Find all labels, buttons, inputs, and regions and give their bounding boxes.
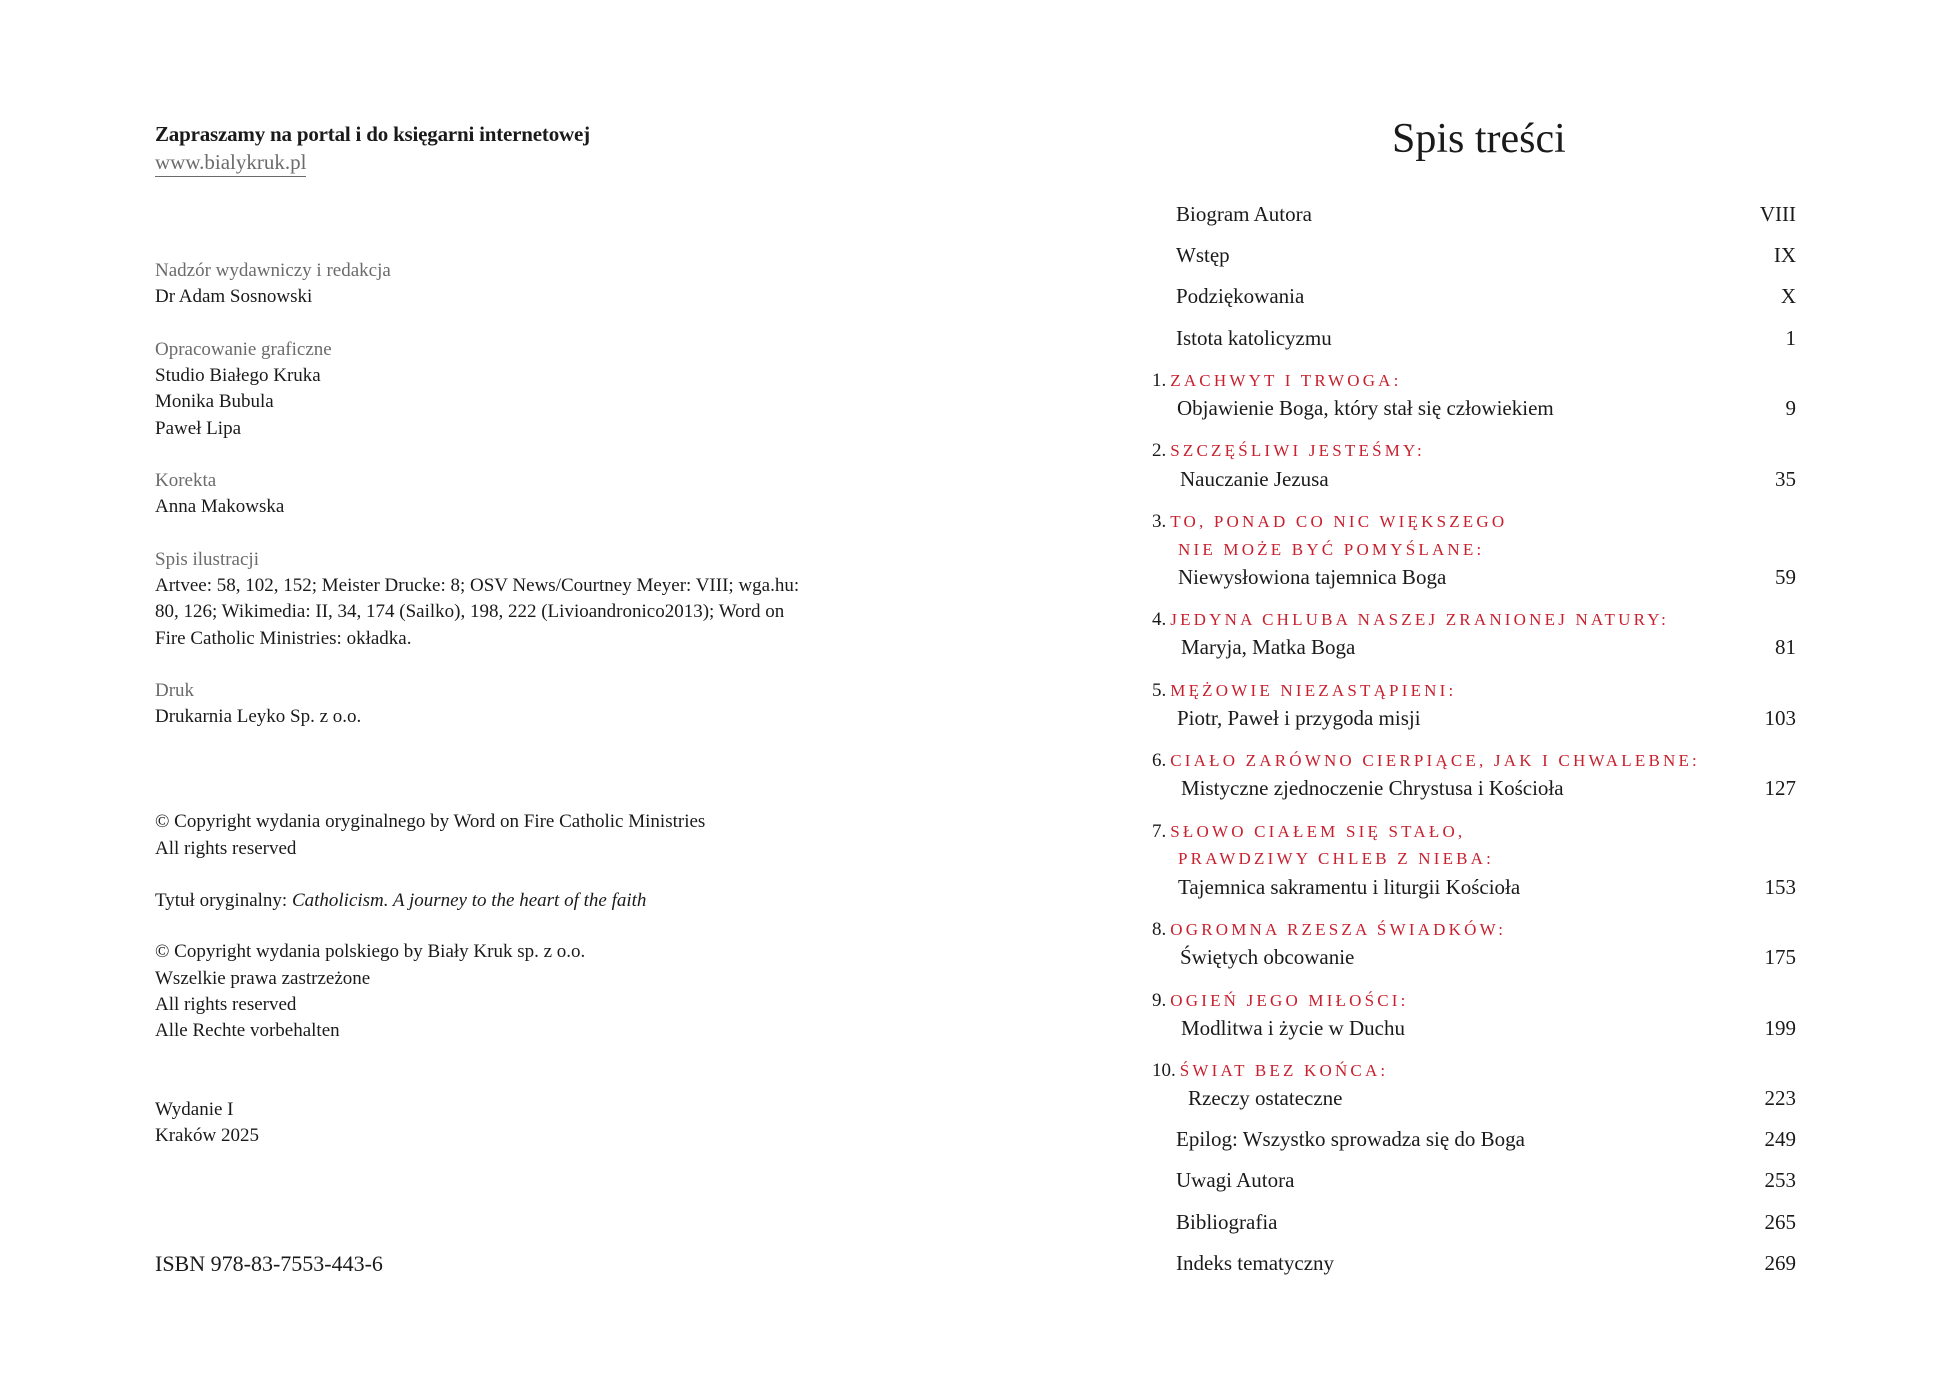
original-title-label: Tytuł oryginalny: (155, 890, 288, 911)
chapter-subtitle[interactable]: Piotr, Paweł i przygoda misji (1177, 706, 1421, 730)
chapter-title-continued: PRAWDZIWY CHLEB Z NIEBA: (1178, 849, 1495, 868)
chapter-number: 1. (1152, 370, 1167, 391)
chapter-subtitle[interactable]: Tajemnica sakramentu i liturgii Kościoła (1178, 875, 1521, 899)
original-title-line (155, 891, 646, 910)
chapter-heading[interactable] (1152, 822, 1465, 841)
toc-entry-page: 269 (1764, 1251, 1796, 1275)
credit-label-editorial: Nadzór wydawniczy i redakcja (155, 260, 391, 281)
chapter-heading[interactable] (1152, 610, 1669, 629)
toc-entry-label[interactable]: Indeks tematyczny (1176, 1251, 1335, 1275)
portal-invitation: Zapraszamy na portal i do księgarni internetowej (155, 122, 590, 146)
chapter-number: 3. (1152, 511, 1167, 532)
toc-entry-page: 35 (1775, 467, 1796, 491)
chapter-subtitle[interactable]: Objawienie Boga, który stał się człowiekiem (1177, 396, 1554, 420)
chapter-subtitle[interactable]: Modlitwa i życie w Duchu (1181, 1016, 1405, 1040)
credit-value: Monika Bubula (155, 391, 274, 412)
chapter-subtitle[interactable]: Maryja, Matka Boga (1181, 635, 1356, 659)
chapter-heading[interactable] (1152, 441, 1425, 460)
chapter-number: 7. (1152, 821, 1167, 842)
credit-value: Dr Adam Sosnowski (155, 286, 313, 307)
rights-reserved-en: All rights reserved (155, 994, 297, 1015)
credit-label-graphics: Opracowanie graficzne (155, 339, 332, 360)
chapter-title: SZCZĘŚLIWI JESTEŚMY: (1170, 441, 1425, 460)
chapter-title: CIAŁO ZARÓWNO CIERPIĄCE, JAK I CHWALEBNE: (1170, 751, 1700, 770)
toc-entry-page: 59 (1775, 565, 1796, 589)
edition: Wydanie I (155, 1099, 234, 1120)
toc-entry-page: 223 (1764, 1086, 1796, 1110)
chapter-title: SŁOWO CIAŁEM SIĘ STAŁO, (1170, 822, 1466, 841)
toc-entry-page: 253 (1764, 1168, 1796, 1192)
rights-reserved-pl: Wszelkie prawa zastrzeżone (155, 968, 371, 989)
chapter-number: 2. (1152, 440, 1167, 461)
toc-entry-page: 127 (1764, 776, 1796, 800)
chapter-title: ZACHWYT I TRWOGA: (1170, 371, 1402, 390)
chapter-heading[interactable] (1152, 751, 1700, 770)
chapter-number: 10. (1152, 1060, 1176, 1081)
toc-entry-page: X (1780, 284, 1796, 308)
chapter-title: OGIEŃ JEGO MIŁOŚCI: (1170, 991, 1409, 1010)
toc-entry-label[interactable]: Podziękowania (1176, 284, 1305, 308)
chapter-heading[interactable] (1152, 371, 1402, 390)
toc-entry-page: VIII (1759, 202, 1796, 226)
website-link[interactable]: www.bialykruk.pl (155, 152, 306, 177)
chapter-number: 9. (1152, 990, 1167, 1011)
chapter-subtitle[interactable]: Mistyczne zjednoczenie Chrystusa i Kościoła (1181, 776, 1564, 800)
chapter-subtitle[interactable]: Świętych obcowanie (1180, 945, 1355, 969)
chapter-title: JEDYNA CHLUBA NASZEJ ZRANIONEJ NATURY: (1170, 610, 1670, 629)
toc-entry-page: 175 (1764, 945, 1796, 969)
chapter-title-continued: NIE MOŻE BYĆ POMYŚLANE: (1178, 540, 1485, 559)
chapter-subtitle[interactable]: Rzeczy ostateczne (1188, 1086, 1343, 1110)
chapter-title: MĘŻOWIE NIEZASTĄPIENI: (1170, 681, 1457, 700)
rights-reserved: All rights reserved (155, 838, 297, 859)
toc-entry-page: 1 (1785, 326, 1796, 350)
toc-entry-page: 9 (1785, 396, 1796, 420)
chapter-heading[interactable] (1152, 920, 1506, 939)
chapter-heading[interactable] (1152, 512, 1507, 531)
credit-value: Paweł Lipa (155, 418, 242, 439)
chapter-title: TO, PONAD CO NIC WIĘKSZEGO (1170, 512, 1508, 531)
toc-entry-page: 265 (1764, 1210, 1796, 1234)
credit-value: Fire Catholic Ministries: okładka. (155, 628, 412, 649)
credit-value: Artvee: 58, 102, 152; Meister Drucke: 8; OSV News/Courtney Meyer: VIII; wga.hu: (155, 575, 800, 596)
toc-title: Spis treści (1392, 116, 1566, 162)
isbn: ISBN 978-83-7553-443-6 (155, 1251, 383, 1276)
original-title: Catholicism. A journey to the heart of the faith (291, 890, 647, 911)
chapter-number: 5. (1152, 680, 1167, 701)
rights-reserved-de: Alle Rechte vorbehalten (155, 1020, 340, 1041)
credit-label-proofreading: Korekta (155, 470, 217, 491)
toc-entry-page: 103 (1764, 706, 1796, 730)
chapter-subtitle[interactable]: Niewysłowiona tajemnica Boga (1178, 565, 1447, 589)
chapter-number: 6. (1152, 750, 1167, 771)
toc-entry-label[interactable]: Bibliografia (1176, 1210, 1278, 1234)
toc-entry-label[interactable]: Uwagi Autora (1176, 1168, 1295, 1192)
toc-entry-page: 199 (1764, 1016, 1796, 1040)
chapter-subtitle[interactable]: Nauczanie Jezusa (1180, 467, 1329, 491)
toc-entry-label[interactable]: Epilog: Wszystko sprowadza się do Boga (1176, 1127, 1525, 1151)
chapter-title: OGROMNA RZESZA ŚWIADKÓW: (1170, 920, 1507, 939)
toc-entry-label[interactable]: Istota katolicyzmu (1176, 326, 1332, 350)
toc-entry-page: IX (1773, 243, 1796, 267)
place-year: Kraków 2025 (155, 1125, 259, 1146)
toc-entry-page: 249 (1764, 1127, 1796, 1151)
chapter-number: 4. (1152, 609, 1167, 630)
toc-entry-label[interactable]: Biogram Autora (1176, 202, 1312, 226)
credit-value: Drukarnia Leyko Sp. z o.o. (155, 706, 362, 727)
credit-value: 80, 126; Wikimedia: II, 34, 174 (Sailko), 198, 222 (Livioandronico2013); Word on (155, 601, 785, 622)
chapter-heading[interactable] (1152, 1061, 1388, 1080)
chapter-title: ŚWIAT BEZ KOŃCA: (1179, 1061, 1389, 1080)
chapter-number: 8. (1152, 919, 1167, 940)
toc-entry-label[interactable]: Wstęp (1176, 243, 1230, 267)
toc-entry-page: 153 (1764, 875, 1796, 899)
credit-label-illustrations: Spis ilustracji (155, 549, 259, 570)
copyright-original: © Copyright wydania oryginalnego by Word on Fire Catholic Ministries (155, 811, 706, 832)
credit-value: Anna Makowska (155, 496, 285, 517)
chapter-heading[interactable] (1152, 681, 1456, 700)
credit-value: Studio Białego Kruka (155, 365, 321, 386)
credit-label-print: Druk (155, 680, 195, 701)
copyright-polish: © Copyright wydania polskiego by Biały Kruk sp. z o.o. (155, 941, 586, 962)
toc-entry-page: 81 (1775, 635, 1796, 659)
chapter-heading[interactable] (1152, 991, 1409, 1010)
